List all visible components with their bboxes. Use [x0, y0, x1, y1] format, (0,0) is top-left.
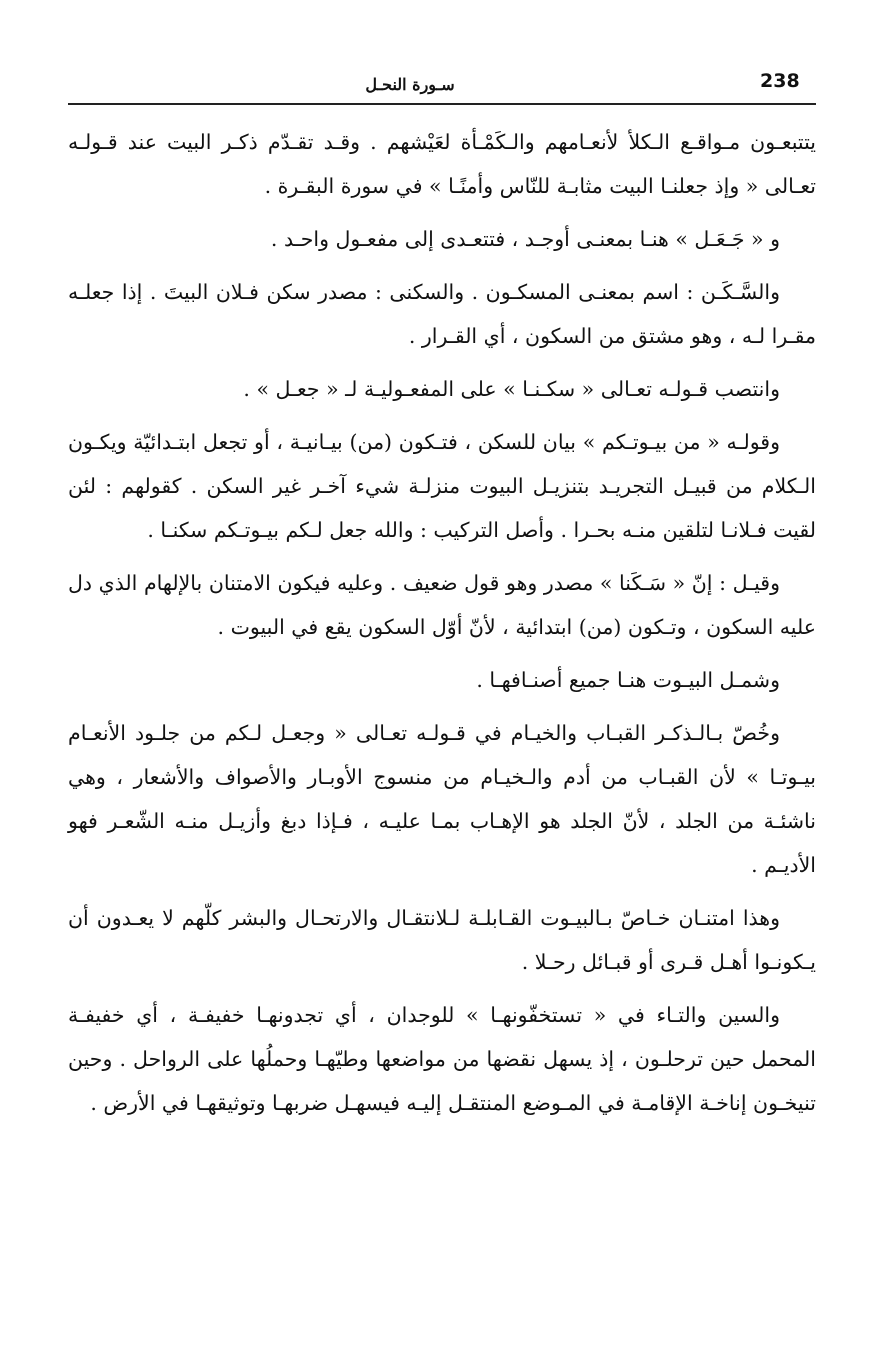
paragraph: وهذا امتنـان خـاصّ بـالبيـوت القـابلـة لـلانتقـال والارتحـال والبشر كلّهم لا يعـدون أن يـكونـوا أهـل قـرى أو قبـائل رحـلا . — [68, 906, 816, 974]
paragraph: وانتصب قـولـه تعـالى « سكـنـا » على المفعـوليـة لـ « جعـل » . — [243, 377, 780, 401]
surah-title: سـورة النحـل — [365, 75, 455, 94]
paragraph: وخُصّ بـالـذكـر القبـاب والخيـام في قـولـه تعـالى « وجعـل لـكم من جلـود الأنعـام بيـوتـا » لأن القبـاب من أدم والـخيـام من منسوج الأوبـار والأصواف والأشعار ، وهي ناشئـة من الجلد ، لأنّ الجلد هو الإهـاب بمـا عليـه ، فـإذا دبغ وأزيـل منـه الشّعـر فهو الأديـم . — [68, 721, 816, 877]
paragraph: والسين والتـاء في « تستخفّونهـا » للوجدان ، أي تجدونهـا خفيفـة ، أي خفيفـة المحمل حين ترحلـون ، إذ يسهل نقضها من مواضعها وطيّهـا وحملُها على الرواحل . وحين تنيخـون إناخـة الإقامـة في المـوضع المنتقـل إليـه فيسهـل ضربهـا وتوثيقهـا في الأرض . — [68, 1003, 816, 1115]
paragraph: وقيـل : إنّ « سَـكَنا » مصدر وهو قول ضعيف . وعليه فيكون الامتنان بالإلهام الذي دل عليه السكون ، وتـكون (من) ابتدائية ، لأنّ أوّل السكون يقع في البيوت . — [68, 571, 816, 639]
paragraph: و « جَـعَـل » هنـا بمعنـى أوجـد ، فتتعـدى إلى مفعـول واحـد . — [270, 227, 780, 251]
paragraph: يتتبعـون مـواقـع الـكلأ لأنعـامهم والـكَمْـأة لعَيْشهم . وقـد تقـدّم ذكـر البيت عند قـولـه تعـالى « وإذ جعلنـا البيت مثابـة للنّاس وأمنًـا » في سورة البقـرة . — [68, 130, 816, 198]
paragraph: وقولـه « من بيـوتـكم » بيان للسكن ، فتـكون (من) بيـانيـة ، أو تجعل ابتـدائيّة ويكـون الـكلام من قبيـل التجريـد بتنزيـل البيوت منزلـة شيء آخـر غير السكن . كقولهم : لئن لقيت فـلانـا لتلقين منـه بحـرا . وأصل التركيب : والله جعل لـكم بيـوتـكم سكنـا . — [68, 430, 816, 542]
paragraph: وشمـل البيـوت هنـا جميع أصنـافهـا . — [476, 668, 780, 692]
page-body — [68, 120, 816, 1134]
header-divider — [68, 103, 816, 105]
paragraph: والسَّـكَـن : اسم بمعنـى المسكـون . والسكنى : مصدر سكن فـلان البيتَ . إذا جعلـه مقـرا لـه ، وهو مشتق من السكون ، أي القـرار . — [68, 280, 816, 348]
page-number: 238 — [760, 70, 800, 92]
